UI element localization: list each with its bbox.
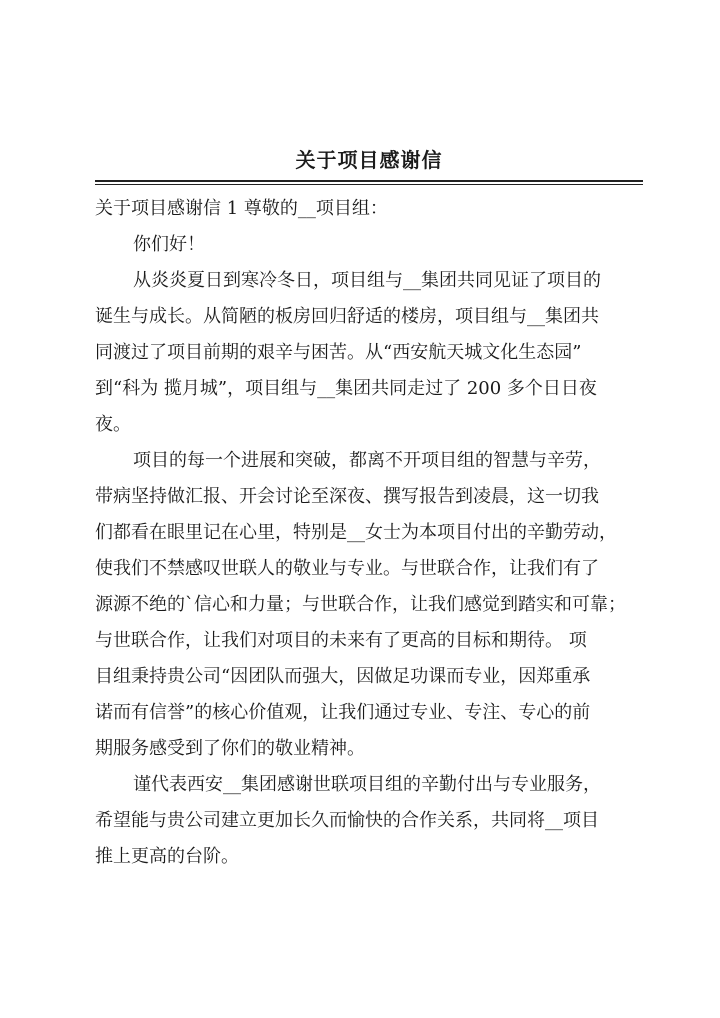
paragraph-line: 使我们不禁感叹世联人的敬业与专业。与世联合作，让我们有了 [95,558,599,579]
paragraph-line: 诞生与成长。从简陋的板房回归舒适的楼房，项目组与__集团共 [95,306,599,327]
document-title: 关于项目感谢信 [295,148,443,172]
paragraph-line: 到“科为 揽月城”，项目组与__集团共同走过了 200 多个日日夜 [95,378,597,399]
paragraph-line: 夜。 [95,414,131,435]
greeting-line: 你们好！ [133,234,205,255]
letter-body [95,191,644,875]
paragraph-line: 们都看在眼里记在心里，特别是__女士为本项目付出的辛勤劳动， [95,522,617,543]
paragraph-line: 项目的每一个进展和突破，都离不开项目组的智慧与辛劳， [133,450,601,471]
paragraph-line: 希望能与贵公司建立更加长久而愉快的合作关系，共同将__项目 [95,810,599,831]
paragraph-line: 推上更高的台阶。 [95,846,239,867]
paragraph-line: 源源不绝的`信心和力量；与世联合作，让我们感觉到踏实和可靠； [95,594,626,615]
paragraph-line: 同渡过了项目前期的艰辛与困苦。从“西安航天城文化生态园” [95,342,582,363]
paragraph-line: 从炎炎夏日到寒冷冬日，项目组与__集团共同见证了项目的 [133,270,601,291]
paragraph-line: 带病坚持做汇报、开会讨论至深夜、撰写报告到凌晨，这一切我 [95,486,599,507]
paragraph-line: 目组秉持贵公司“因团队而强大，因做足功课而专业，因郑重承 [95,666,591,687]
salutation-line: 关于项目感谢信 1 尊敬的__项目组： [95,198,388,219]
paragraph-line: 与世联合作，让我们对项目的未来有了更高的目标和期待。 项 [95,630,587,651]
paragraph-line: 期服务感受到了你们的敬业精神。 [95,738,365,759]
paragraph-line: 诺而有信誉”的核心价值观，让我们通过专业、专注、专心的前 [95,702,591,723]
paragraph-line: 谨代表西安__集团感谢世联项目组的辛勤付出与专业服务， [133,774,601,795]
title-rule-thin [95,184,643,185]
title-rule-thick [95,180,643,182]
